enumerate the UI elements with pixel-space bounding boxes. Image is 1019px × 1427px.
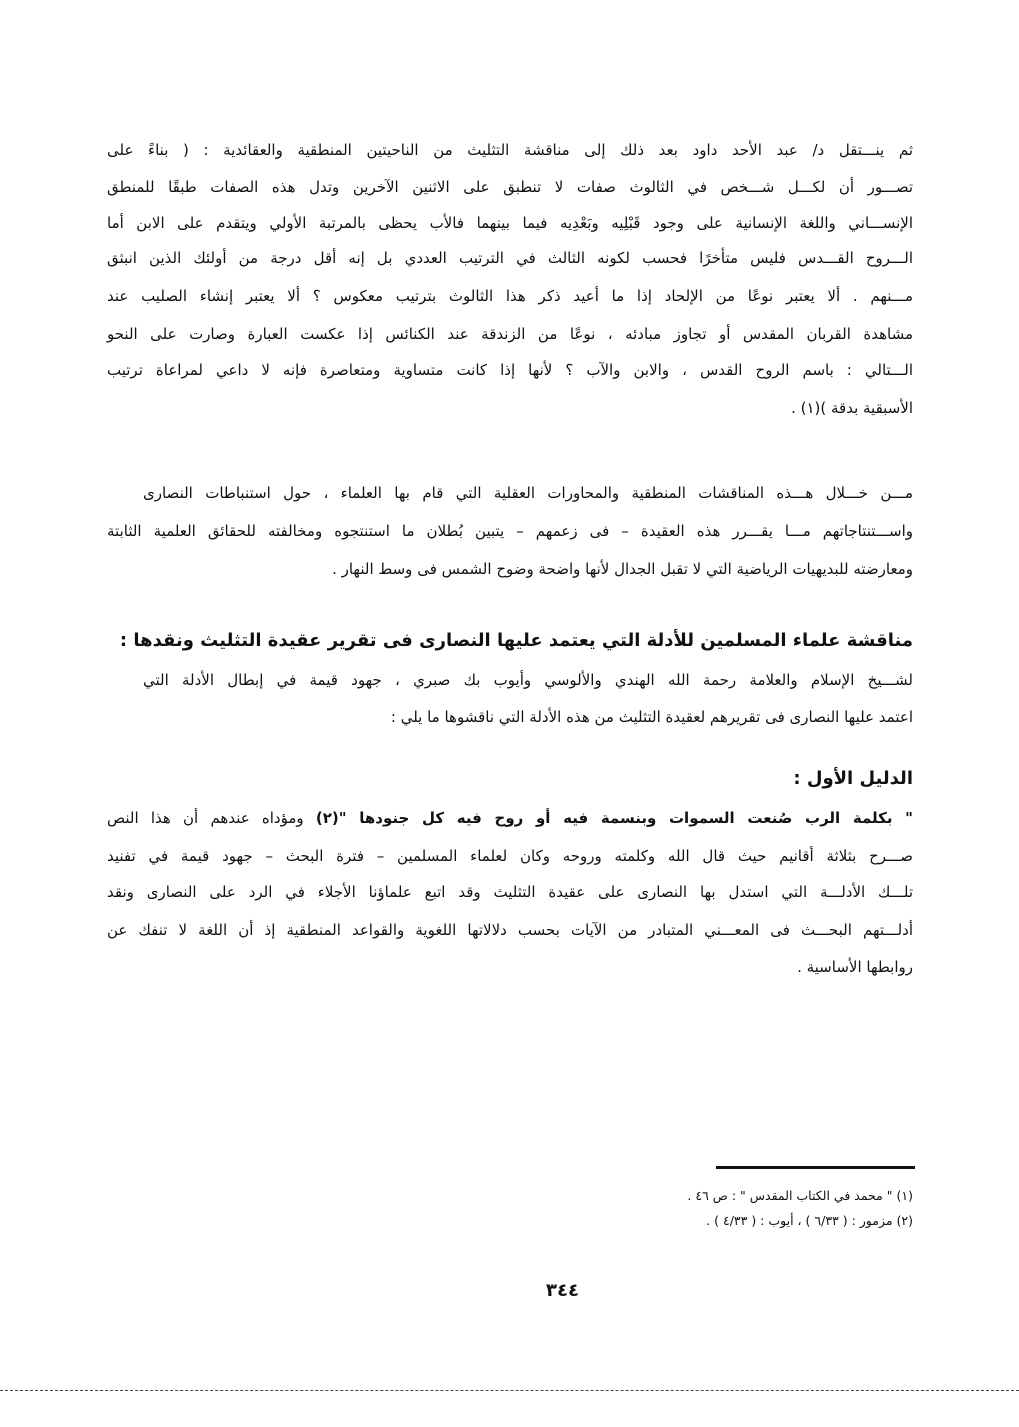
text-line: روابطها الأساسية . <box>797 958 913 976</box>
text-span: ومؤداه عندهم أن هذا النص <box>107 809 304 827</box>
text-line: لشـــيخ الإسلام والعلامة رحمة الله الهندي والألوسي وأيوب بك صبري ، جهود قيمة في إبطال الأدلة التي <box>143 671 913 689</box>
text-line: واســـتنتاجاتهم مـــا يقـــرر هذه العقيدة – فى زعمهم – يتبين بُطلان ما استنتجوه ومخالفته للحقائق العلمية الثابتة <box>107 522 913 540</box>
subsection-heading: الدليل الأول : <box>793 768 913 789</box>
scan-edge-line <box>0 1390 1019 1391</box>
text-line: مـــن خـــلال هـــذه المناقشات المنطقية والمحاورات العقلية التي قام بها العلماء ، حول استنباطات النصارى <box>143 484 913 502</box>
text-line: صـــرح بثلاثة أقانيم حيث قال الله وكلمته وروحه وكان لعلماء المسلمين – فترة البحث – جهود قيمة في تفنيد <box>107 847 913 865</box>
text-line: ثم ينـــتقل د/ عبد الأحد داود بعد ذلك إلى مناقشة التثليث من الناحيتين المنطقية والعقائدية : ( بناءً على <box>107 141 913 159</box>
footnote-2: (٢) مزمور : ( ٦/٣٣ ) ، أيوب : ( ٤/٣٣ ) . <box>706 1213 913 1228</box>
footnote-divider <box>716 1166 915 1169</box>
text-line: مـــنهم . ألا يعتبر نوعًا من الإلحاد إذا ما أعيد ذكر هذا الثالوث بترتيب معكوس ؟ ألا يعتبر إنشاء الصليب عند <box>107 287 913 305</box>
quoted-verse: " بكلمة الرب صُنعت السموات وبنسمة فيه أو روح فيه كل جنودها "(٢) <box>315 809 913 827</box>
text-line: الإنســـاني واللغة الإنسانية على وجود قَبْلِيه وبَعْدِيه فيما بينهما فالأب يحظى بالمرتبة الأولي ويتقدم على الابن أما <box>107 214 913 232</box>
footnote-1: (١) " محمد في الكتاب المقدس " : ص ٤٦ . <box>687 1188 913 1203</box>
text-line: تلـــك الأدلـــة التي استدل بها النصارى على عقيدة التثليث وقد اتبع علماؤنا الأجلاء في الرد على النصارى ونقد <box>107 883 913 901</box>
text-line: الـــتالي : باسم الروح القدس ، والابن والآب ؟ لأنها إذا كانت متساوية ومتعاصرة فإنه لا داعي لمراعاة ترتيب <box>107 361 913 379</box>
section-heading: مناقشة علماء المسلمين للأدلة التي يعتمد عليها النصارى فى تقرير عقيدة التثليث ونقدها : <box>119 630 913 651</box>
text-line: تصـــور أن لكـــل شـــخص في الثالوث صفات لا تنطبق على الاثنين الآخرين وتدل هذه الصفات طبقًا للمنطق <box>107 178 913 196</box>
text-line: أدلـــتهم البحـــث فى المعـــني المتبادر من الآيات بحسب دلالاتها اللغوية والقواعد المنطقية إذ أن اللغة لا تنفك عن <box>107 921 913 939</box>
text-line: الـــروح القـــدس فليس متأخرًا فحسب لكونه الثالث في الترتيب العددي بل إنه أقل درجة من أولئك الذين انبثق <box>107 249 913 267</box>
text-line <box>107 806 913 830</box>
text-line: مشاهدة القربان المقدس أو تجاوز مبادئه ، نوعًا من الزندقة عند الكنائس إذا عكست العبارة وصارت على النحو <box>107 325 913 343</box>
page-number: ٣٤٤ <box>546 1280 579 1301</box>
text-line: ومعارضته للبديهيات الرياضية التي لا تقبل الجدال لأنها واضحة وضوح الشمس فى وسط النهار . <box>332 560 913 578</box>
text-line: اعتمد عليها النصارى فى تقريرهم لعقيدة التثليث من هذه الأدلة التي ناقشوها ما يلي : <box>390 708 913 726</box>
text-line: الأسبقية بدقة )(١) . <box>791 399 913 417</box>
